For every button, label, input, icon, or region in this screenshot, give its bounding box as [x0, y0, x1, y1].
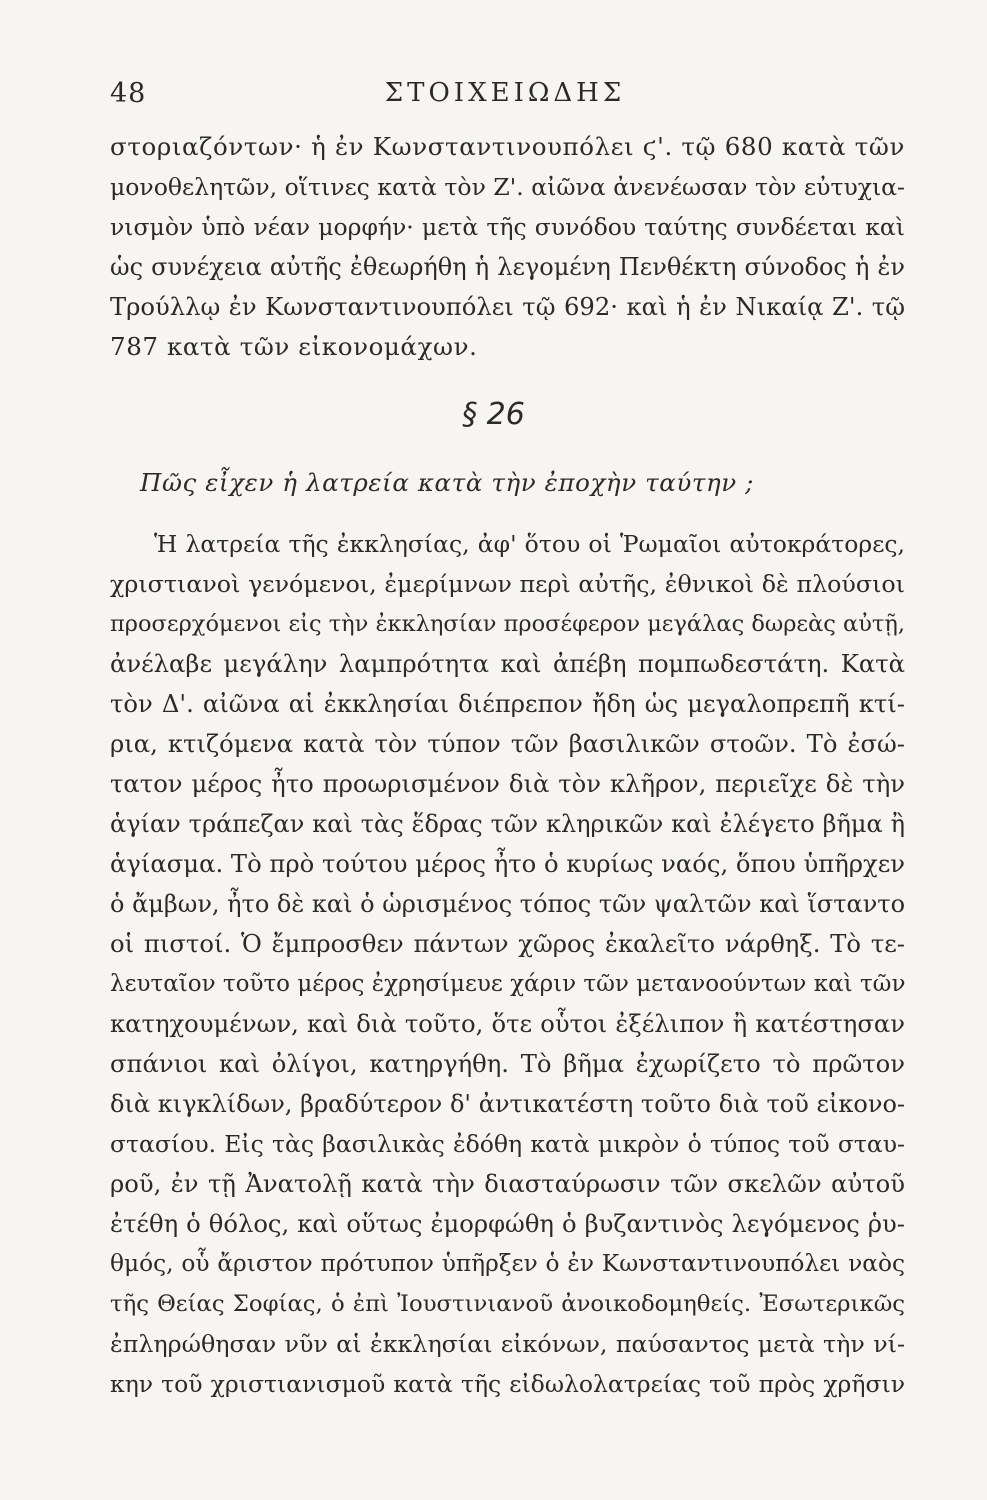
text-line: ἐτέθη ὁ θόλος, καὶ οὕτως ἐμορφώθη ὁ βυζαντινὸς λεγόμενος ῥυ- — [110, 1209, 905, 1238]
text-line: στοριαζόντων· ἡ ἐν Κωνσταντινουπόλει ϛ'. τῷ 680 κατὰ τῶν — [110, 132, 905, 161]
text-line: στασίου. Εἰς τὰς βασιλικὰς ἐδόθη κατὰ μικρὸν ὁ τύπος τοῦ σταυ- — [110, 1130, 905, 1158]
text-line: κην τοῦ χριστιανισμοῦ κατὰ τῆς εἰδωλολατρείας τοῦ πρὸς χρῆσιν — [110, 1370, 905, 1398]
text-line: 787 κατὰ τῶν εἰκονομάχων. — [110, 332, 478, 361]
text-line: ἁγίασμα. Τὸ πρὸ τούτου μέρος ἦτο ὁ κυρίως ναός, ὅπου ὑπῆρχεν — [110, 849, 905, 878]
text-line: θμός, οὗ ἄριστον πρότυπον ὑπῆρξεν ὁ ἐν Κωνσταντινουπόλει ναὸς — [110, 1250, 905, 1277]
text-line: διὰ κιγκλίδων, βραδύτερον δ' ἀντικατέστη τοῦτο διὰ τοῦ εἰκονο- — [110, 1090, 905, 1118]
text-line: Τρούλλῳ ἐν Κωνσταντινουπόλει τῷ 692· καὶ ἡ ἐν Νικαίᾳ Ζ'. τῷ — [110, 292, 905, 321]
text-line: ροῦ, ἐν τῇ Ἀνατολῇ κατὰ τὴν διασταύρωσιν τῶν σκελῶν αὐτοῦ — [110, 1169, 905, 1198]
section-heading: Πῶς εἶχεν ἡ λατρεία κατὰ τὴν ἐποχὴν ταύτην ; — [140, 468, 755, 497]
text-line: ρια, κτιζόμενα κατὰ τὸν τύπον τῶν βασιλικῶν στοῶν. Τὸ ἐσώ- — [110, 729, 905, 758]
text-line: προσερχόμενοι εἰς τὴν ἐκκλησίαν προσέφερον μεγάλας δωρεὰς αὐτῇ, — [110, 611, 905, 637]
running-title: ΣΤΟΙΧΕΙΩΔΗΣ — [384, 78, 626, 108]
intro-text — [110, 127, 905, 367]
text-line: νισμὸν ὑπὸ νέαν μορφήν· μετὰ τῆς συνόδου ταύτης συνδέεται καὶ — [110, 213, 905, 241]
main-paragraph — [110, 524, 905, 1404]
text-line: οἱ πιστοί. Ὁ ἔμπροσθεν πάντων χῶρος ἐκαλεῖτο νάρθηξ. Τὸ τε- — [110, 929, 905, 958]
text-line: ἀνέλαβε μεγάλην λαμπρότητα καὶ ἀπέβη πομπωδεστάτη. Κατὰ — [110, 649, 905, 678]
text-line: χριστιανοὶ γενόμενοι, ἐμερίμνων περὶ αὐτῆς, ἐθνικοὶ δὲ πλούσιοι — [110, 570, 905, 598]
section-number: § 26 — [462, 397, 525, 432]
text-line: τῆς Θείας Σοφίας, ὁ ἐπὶ Ἰουστινιανοῦ ἀνοικοδομηθείς. Ἐσωτερικῶς — [110, 1291, 905, 1317]
text-line: τὸν Δ'. αἰῶνα αἱ ἐκκλησίαι διέπρεπον ἤδη ὡς μεγαλοπρεπῆ κτί- — [110, 689, 905, 718]
text-line: ὁ ἄμβων, ἦτο δὲ καὶ ὁ ὡρισμένος τόπος τῶν ψαλτῶν καὶ ἵσταντο — [110, 890, 906, 918]
text-line: λευταῖον τοῦτο μέρος ἐχρησίμευε χάριν τῶν μετανοούντων καὶ τῶν — [110, 971, 906, 997]
text-line: μονοθελητῶν, οἵτινες κατὰ τὸν Ζ'. αἰῶνα ἀνενέωσαν τὸν εὐτυχια- — [110, 173, 905, 201]
text-line: κατηχουμένων, καὶ διὰ τοῦτο, ὅτε οὗτοι ἐξέλιπον ἢ κατέστησαν — [110, 1009, 905, 1038]
page-header — [110, 78, 900, 118]
text-line: σπάνιοι καὶ ὀλίγοι, κατηργήθη. Τὸ βῆμα ἐχωρίζετο τὸ πρῶτον — [110, 1049, 905, 1078]
text-line: Ἡ λατρεία τῆς ἐκκλησίας, ἀφ' ὅτου οἱ Ῥωμαῖοι αὐτοκράτορες, — [154, 530, 905, 558]
text-line: ὡς συνέχεια αὐτῆς ἐθεωρήθη ἡ λεγομένη Πενθέκτη σύνοδος ἡ ἐν — [110, 253, 905, 281]
text-line: ἁγίαν τράπεζαν καὶ τὰς ἕδρας τῶν κληρικῶν καὶ ἐλέγετο βῆμα ἢ — [110, 810, 905, 838]
text-line: ἐπληρώθησαν νῦν αἱ ἐκκλησίαι εἰκόνων, παύσαντος μετὰ τὴν νί- — [110, 1330, 905, 1358]
text-line: τατον μέρος ἦτο προωρισμένον διὰ τὸν κλῆρον, περιεῖχε δὲ τὴν — [110, 769, 905, 798]
page-number: 48 — [110, 78, 147, 109]
